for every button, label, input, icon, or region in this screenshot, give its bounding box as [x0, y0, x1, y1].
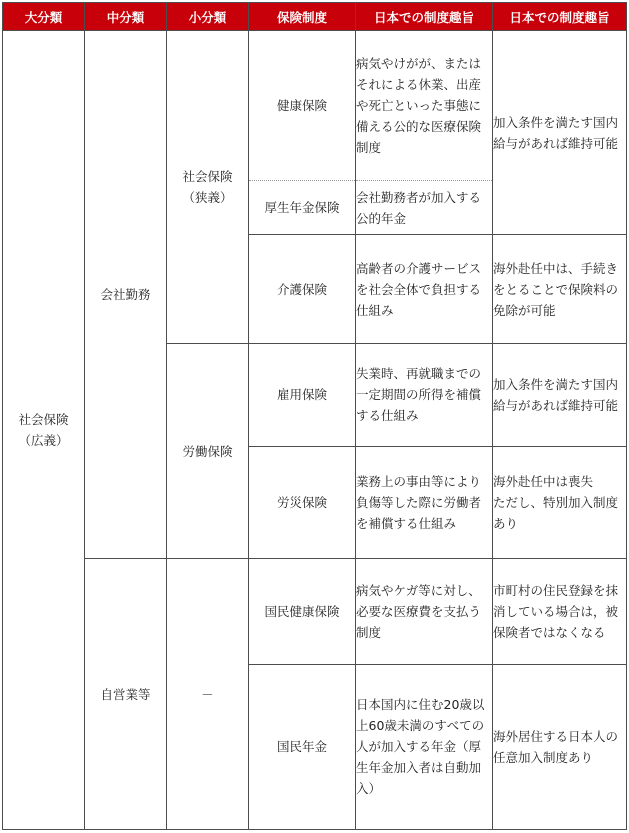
table-row: [3, 31, 627, 181]
major-category-label: 社会保険: [18, 412, 69, 427]
middle-category-employee-cell: [85, 31, 167, 559]
minor-category-narrow-cell: [167, 31, 249, 344]
header-minor-category: 小分類: [167, 3, 249, 31]
note-workers-comp-cell: [493, 446, 627, 559]
middle-category-self-employed-cell: [85, 559, 167, 830]
system-name-national-pension: 国民年金: [249, 664, 356, 829]
purpose-workers-comp: 業務上の事由等により負傷等した際に労働者を補償する仕組み: [356, 446, 493, 559]
purpose-national-pension: 日本国内に住む20歳以上60歳未満のすべての人が加入する年金（厚生年金加入者は自動加入）: [356, 664, 493, 829]
purpose-employment: 失業時、再就職までの一定期間の所得を補償する仕組み: [356, 343, 493, 446]
purpose-health: 病気やけがが、またはそれによる休業、出産や死亡といった事態に備える公的な医療保険制度: [356, 31, 493, 181]
minor-category-labor-cell: [167, 343, 249, 558]
purpose-pension: 会社勤務者が加入する公的年金: [356, 180, 493, 234]
major-category-cell: [3, 31, 85, 830]
note-employment: 加入条件を満たす国内給与があれば維持可能: [493, 343, 627, 446]
middle-category-employee: 会社勤務: [100, 287, 151, 303]
header-middle-category: 中分類: [85, 3, 167, 31]
note-national-health: 市町村の住民登録を抹消している場合は，被保険者ではなくなる: [493, 559, 627, 665]
minor-category-none-cell: [167, 559, 249, 830]
insurance-system-table: [2, 2, 627, 830]
header-row: [3, 3, 627, 31]
header-purpose-japan-2: 日本での制度趣旨: [493, 3, 627, 31]
note-health-pension: 加入条件を満たす国内給与があれば維持可能: [493, 31, 627, 235]
note-care: 海外赴任中は、手続きをとることで保険料の免除が可能: [493, 235, 627, 344]
system-name-pension: 厚生年金保険: [249, 180, 356, 234]
system-name-employment: 雇用保険: [249, 343, 356, 446]
table-row: [3, 559, 627, 665]
minor-category-narrow-sublabel: （狭義）: [182, 189, 233, 205]
minor-category-dash: －: [201, 686, 214, 702]
note-workers-comp-line1: 海外赴任中は喪失: [493, 473, 594, 489]
major-category-sublabel: （広義）: [18, 433, 69, 448]
note-workers-comp-line2: ただし、特別加入制度あり: [493, 494, 619, 531]
minor-category-labor: 労働保険: [182, 443, 233, 459]
header-purpose-japan: 日本での制度趣旨: [356, 3, 493, 31]
middle-category-self-employed: 自営業等: [100, 686, 151, 702]
purpose-care: 高齢者の介護サービスを社会全体で負担する仕組み: [356, 235, 493, 344]
minor-category-narrow-label: 社会保険: [182, 168, 233, 184]
header-major-category: 大分類: [3, 3, 85, 31]
purpose-national-health: 病気やケガ等に対し、必要な医療費を支払う制度: [356, 559, 493, 665]
system-name-national-health: 国民健康保険: [249, 559, 356, 665]
system-name-care: 介護保険: [249, 235, 356, 344]
system-name-workers-comp: 労災保険: [249, 446, 356, 559]
header-insurance-system: 保険制度: [249, 3, 356, 31]
note-national-pension: 海外居住する日本人の任意加入制度あり: [493, 664, 627, 829]
system-name-health: 健康保険: [249, 31, 356, 181]
